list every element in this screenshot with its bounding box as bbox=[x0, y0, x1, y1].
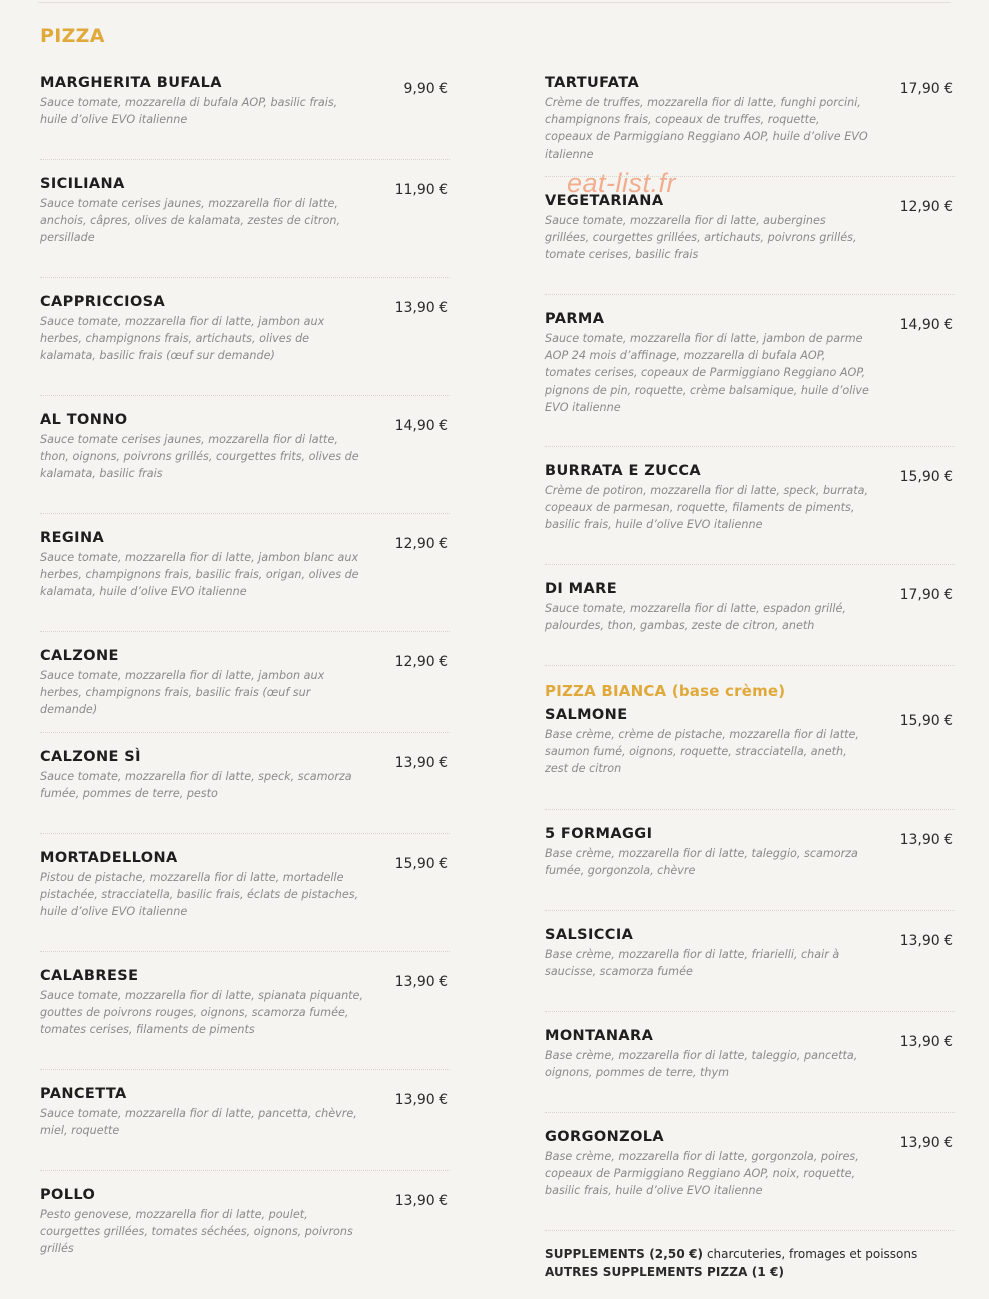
menu-item bbox=[40, 412, 450, 483]
item-divider bbox=[545, 665, 955, 666]
item-divider bbox=[40, 513, 450, 514]
section-title: PIZZA bbox=[40, 25, 105, 47]
bianca-section-title: PIZZA BIANCA (base crème) bbox=[545, 682, 786, 700]
menu-item bbox=[545, 463, 955, 534]
item-price: 17,90 € bbox=[899, 81, 953, 97]
item-divider bbox=[545, 1112, 955, 1113]
item-price: 9,90 € bbox=[403, 81, 448, 97]
item-price: 13,90 € bbox=[394, 300, 448, 316]
item-price: 11,90 € bbox=[394, 182, 448, 198]
item-price: 13,90 € bbox=[899, 1034, 953, 1050]
menu-item bbox=[40, 648, 450, 719]
item-description: Sauce tomate, mozzarella fior di latte, speck, scamorza fumée, pommes de terre, pesto bbox=[40, 770, 352, 801]
item-price: 15,90 € bbox=[394, 856, 448, 872]
item-description: Sauce tomate cerises jaunes, mozzarella fior di latte, anchois, câpres, olives de kalamata, zestes de citron, persillade bbox=[40, 197, 341, 245]
item-divider bbox=[40, 159, 450, 160]
menu-item bbox=[40, 850, 450, 921]
item-name: PARMA bbox=[545, 311, 605, 327]
item-divider bbox=[40, 833, 450, 834]
item-name: GORGONZOLA bbox=[545, 1129, 665, 1145]
menu-item bbox=[40, 294, 450, 365]
item-name: CAPPRICCIOSA bbox=[40, 294, 166, 310]
item-description: Sauce tomate, mozzarella fior di latte, jambon de parme AOP 24 mois d’affinage, mozzarella di bufala AOP, tomates cerises, copeaux de Parmiggiano Reggiano AOP, pignons de pin, roquette, crème balsamique, huile d’olive EVO italienne bbox=[545, 332, 869, 414]
item-name: PANCETTA bbox=[40, 1086, 127, 1102]
item-name: AL TONNO bbox=[40, 412, 128, 428]
item-divider bbox=[545, 176, 955, 177]
item-price: 15,90 € bbox=[899, 469, 953, 485]
item-description: Base crème, mozzarella fior di latte, friarielli, chair à saucisse, scamorza fumée bbox=[545, 948, 840, 979]
item-description: Sauce tomate, mozzarella fior di latte, espadon grillé, palourdes, thon, gambas, zeste de citron, aneth bbox=[545, 602, 846, 633]
menu-item bbox=[40, 1187, 450, 1258]
supplements-line-2 bbox=[545, 1265, 784, 1279]
item-price: 13,90 € bbox=[394, 755, 448, 771]
item-name: SALSICCIA bbox=[545, 927, 634, 943]
item-description: Base crème, mozzarella fior di latte, gorgonzola, poires, copeaux de Parmiggiano Reggiano AOP, noix, roquette, basilic frais, huile d’olive EVO italienne bbox=[545, 1150, 859, 1198]
item-description: Base crème, crème de pistache, mozzarella fior di latte, saumon fumé, oignons, roquette, stracciatella, aneth, zest de citron bbox=[545, 728, 859, 776]
item-description: Sauce tomate, mozzarella fior di latte, pancetta, chèvre, miel, roquette bbox=[40, 1107, 357, 1138]
other-supplements-label: AUTRES SUPPLEMENTS PIZZA (1 €) bbox=[545, 1265, 785, 1279]
item-name: CALZONE bbox=[40, 648, 119, 664]
item-divider bbox=[545, 446, 955, 447]
item-name: DI MARE bbox=[545, 581, 618, 597]
item-divider bbox=[545, 294, 955, 295]
supplements-detail: charcuteries, fromages et poissons bbox=[703, 1247, 918, 1261]
menu-item bbox=[545, 581, 955, 634]
item-divider bbox=[545, 1011, 955, 1012]
item-price: 17,90 € bbox=[899, 587, 953, 603]
menu-item bbox=[545, 75, 955, 163]
supplements-label: SUPPLEMENTS (2,50 €) bbox=[545, 1247, 704, 1261]
menu-item bbox=[545, 707, 955, 778]
item-price: 13,90 € bbox=[899, 1135, 953, 1151]
item-price: 13,90 € bbox=[899, 933, 953, 949]
item-price: 13,90 € bbox=[394, 974, 448, 990]
item-divider bbox=[40, 631, 450, 632]
menu-item bbox=[40, 75, 450, 128]
item-name: CALABRESE bbox=[40, 968, 139, 984]
item-name: 5 FORMAGGI bbox=[545, 826, 653, 842]
item-description: Sauce tomate, mozzarella di bufala AOP, basilic frais, huile d’olive EVO italienne bbox=[40, 96, 338, 127]
item-divider bbox=[40, 277, 450, 278]
item-description: Pistou de pistache, mozzarella fior di latte, mortadelle pistachée, stracciatella, basilic frais, éclats de pistaches, huile d’olive EVO italienne bbox=[40, 871, 359, 919]
item-description: Sauce tomate, mozzarella fior di latte, jambon aux herbes, champignons frais, basilic frais (œuf sur demande) bbox=[40, 669, 325, 717]
menu-item bbox=[40, 749, 450, 802]
item-description: Sauce tomate, mozzarella fior di latte, aubergines grillées, courgettes grillées, artichauts, poivrons grillés, tomate cerises, basilic frais bbox=[545, 214, 857, 262]
item-price: 13,90 € bbox=[394, 1092, 448, 1108]
item-price: 12,90 € bbox=[394, 654, 448, 670]
item-description: Base crème, mozzarella fior di latte, taleggio, scamorza fumée, gorgonzola, chèvre bbox=[545, 847, 858, 878]
item-name: MORTADELLONA bbox=[40, 850, 178, 866]
item-divider bbox=[40, 732, 450, 733]
item-name: SICILIANA bbox=[40, 176, 125, 192]
item-name: MARGHERITA BUFALA bbox=[40, 75, 222, 91]
menu-item bbox=[545, 1028, 955, 1081]
item-divider bbox=[545, 1230, 955, 1231]
item-description: Pesto genovese, mozzarella fior di latte, poulet, courgettes grillées, tomates séchées, oignons, poivrons grillés bbox=[40, 1208, 353, 1256]
item-name: VEGETARIANA bbox=[545, 193, 664, 209]
menu-item bbox=[545, 1129, 955, 1200]
item-divider bbox=[545, 910, 955, 911]
item-price: 13,90 € bbox=[899, 832, 953, 848]
item-name: SALMONE bbox=[545, 707, 628, 723]
watermark: eat-list.fr bbox=[567, 168, 677, 198]
item-description: Crème de potiron, mozzarella fior di latte, speck, burrata, copeaux de parmesan, roquette, filaments de piments, basilic frais, huile d’olive EVO italienne bbox=[545, 484, 869, 532]
item-price: 12,90 € bbox=[394, 536, 448, 552]
item-description: Crème de truffes, mozzarella fior di latte, funghi porcini, champignons frais, copeaux de truffes, roquette, copeaux de Parmiggiano Reggiano AOP, huile d’olive EVO italienne bbox=[545, 96, 868, 161]
top-divider bbox=[38, 2, 951, 3]
item-name: CALZONE SÌ bbox=[40, 749, 141, 765]
item-name: TARTUFATA bbox=[545, 75, 640, 91]
item-divider bbox=[40, 951, 450, 952]
item-price: 14,90 € bbox=[394, 418, 448, 434]
item-description: Sauce tomate, mozzarella fior di latte, spianata piquante, gouttes de poivrons rouges, oignons, scamorza fumée, tomates cerises, filaments de piments bbox=[40, 989, 363, 1037]
item-divider bbox=[40, 1069, 450, 1070]
item-description: Sauce tomate cerises jaunes, mozzarella fior di latte, thon, oignons, poivrons grillés, courgettes frits, olives de kalamata, basilic frais bbox=[40, 433, 359, 481]
item-description: Sauce tomate, mozzarella fior di latte, jambon aux herbes, champignons frais, artichauts, olives de kalamata, basilic frais (œuf sur demande) bbox=[40, 315, 325, 363]
item-divider bbox=[545, 564, 955, 565]
item-divider bbox=[40, 395, 450, 396]
item-price: 14,90 € bbox=[899, 317, 953, 333]
menu-item bbox=[545, 311, 955, 416]
item-name: POLLO bbox=[40, 1187, 96, 1203]
menu-item bbox=[40, 968, 450, 1039]
item-description: Sauce tomate, mozzarella fior di latte, jambon blanc aux herbes, champignons frais, basilic frais, origan, olives de kalamata, huile d’olive EVO italienne bbox=[40, 551, 359, 599]
menu-item bbox=[40, 1086, 450, 1139]
item-price: 15,90 € bbox=[899, 713, 953, 729]
item-price: 13,90 € bbox=[394, 1193, 448, 1209]
menu-item bbox=[545, 826, 955, 879]
item-divider bbox=[40, 1170, 450, 1171]
item-name: REGINA bbox=[40, 530, 105, 546]
supplements-line-1 bbox=[545, 1247, 917, 1261]
menu-item bbox=[545, 927, 955, 980]
menu-item bbox=[545, 193, 955, 264]
item-price: 12,90 € bbox=[899, 199, 953, 215]
menu-item bbox=[40, 176, 450, 247]
item-name: BURRATA E ZUCCA bbox=[545, 463, 702, 479]
item-divider bbox=[545, 809, 955, 810]
item-name: MONTANARA bbox=[545, 1028, 654, 1044]
item-description: Base crème, mozzarella fior di latte, taleggio, pancetta, oignons, pommes de terre, thym bbox=[545, 1049, 858, 1080]
menu-item bbox=[40, 530, 450, 601]
